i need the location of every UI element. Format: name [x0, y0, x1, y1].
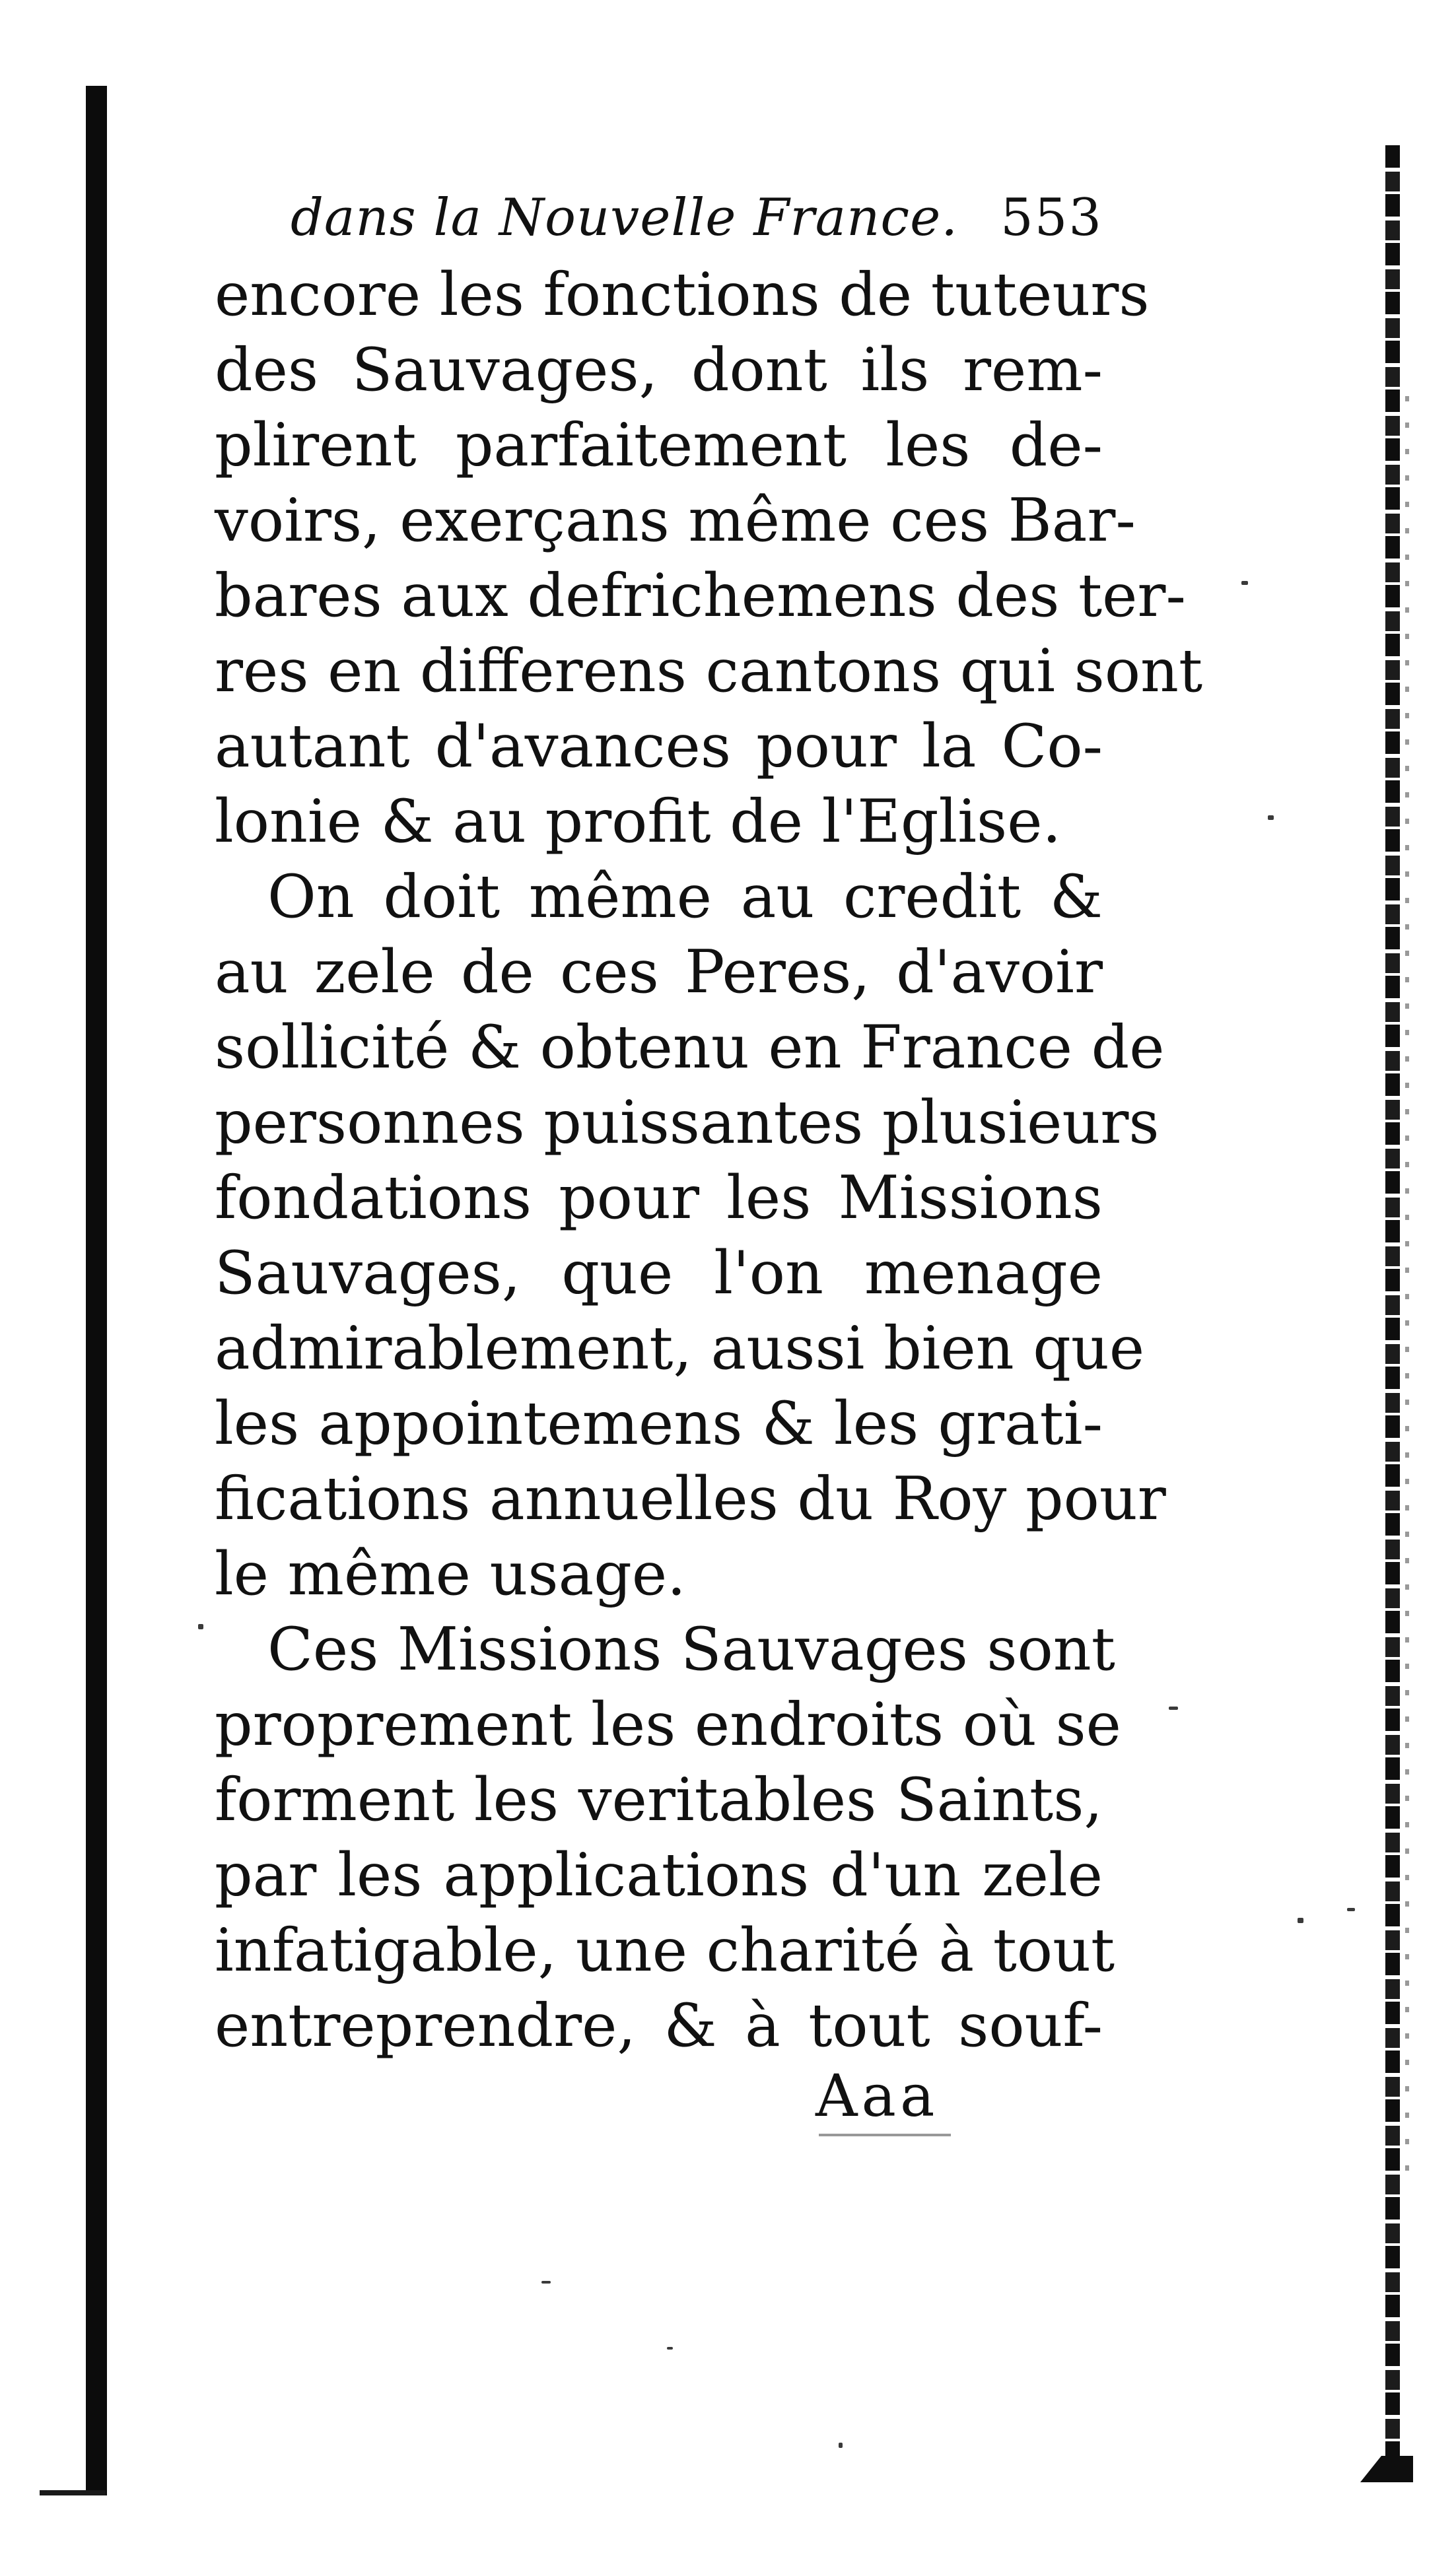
ink-speck — [667, 2347, 673, 2350]
text-line: des Sauvages, dont ils rem- — [215, 335, 1103, 405]
text-line: entreprendre, & à tout souf- — [215, 1991, 1103, 2060]
binding-edge-foot — [40, 2490, 106, 2495]
binding-edge — [86, 86, 107, 2495]
text-line: le même usage. — [215, 1540, 686, 1609]
text-line: les appointemens & les grati- — [215, 1389, 1103, 1458]
signature-underline — [819, 2134, 951, 2136]
text-line: par les applications d'un zele — [215, 1841, 1103, 1910]
text-line: voirs, exerçans même ces Bar- — [215, 486, 1136, 555]
page-number: 553 — [1000, 188, 1103, 248]
text-line: Ces Missions Sauvages sont — [267, 1615, 1115, 1684]
ink-speck — [1347, 1908, 1355, 1911]
ink-speck — [1169, 1707, 1178, 1710]
ink-speck — [839, 2443, 843, 2448]
fore-edge — [1385, 145, 1400, 2476]
ink-speck — [541, 2281, 551, 2284]
text-line: sollicité & obtenu en France de — [215, 1013, 1165, 1082]
body-text — [215, 257, 1203, 2064]
text-line: proprement les endroits où se — [215, 1690, 1121, 1759]
text-line: admirablement, aussi bien que — [215, 1314, 1145, 1383]
text-line: encore les fonctions de tuteurs — [215, 260, 1150, 329]
ink-speck — [1268, 815, 1274, 820]
ink-speck — [1298, 1918, 1303, 1923]
text-line: fondations pour les Missions — [215, 1163, 1103, 1233]
ink-speck — [1241, 581, 1248, 585]
text-line: fications annuelles du Roy pour — [215, 1464, 1166, 1534]
running-title: dans la Nouvelle France. — [291, 188, 959, 248]
text-line: Sauvages, que l'on menage — [215, 1238, 1103, 1308]
text-line: forment les veritables Saints, — [215, 1765, 1103, 1835]
fore-edge-foot — [1360, 2456, 1413, 2482]
text-line: lonie & au profit de l'Eglise. — [215, 787, 1062, 856]
running-head — [291, 182, 1103, 254]
text-line: On doit même au credit & — [267, 862, 1103, 932]
text-line: personnes puissantes plusieurs — [215, 1088, 1160, 1157]
text-line: plirent parfaitement les de- — [215, 411, 1103, 480]
ink-speck — [198, 1624, 203, 1629]
text-line: au zele de ces Peres, d'avoir — [215, 937, 1103, 1007]
text-line: infatigable, une charité à tout — [215, 1916, 1115, 1985]
text-line: autant d'avances pour la Co- — [215, 712, 1103, 781]
signature-mark: Aaa — [815, 2062, 939, 2130]
fore-edge-fray — [1405, 396, 1409, 2179]
text-line: res en differens cantons qui sont — [215, 636, 1203, 706]
text-line: bares aux defrichemens des ter- — [215, 561, 1186, 630]
